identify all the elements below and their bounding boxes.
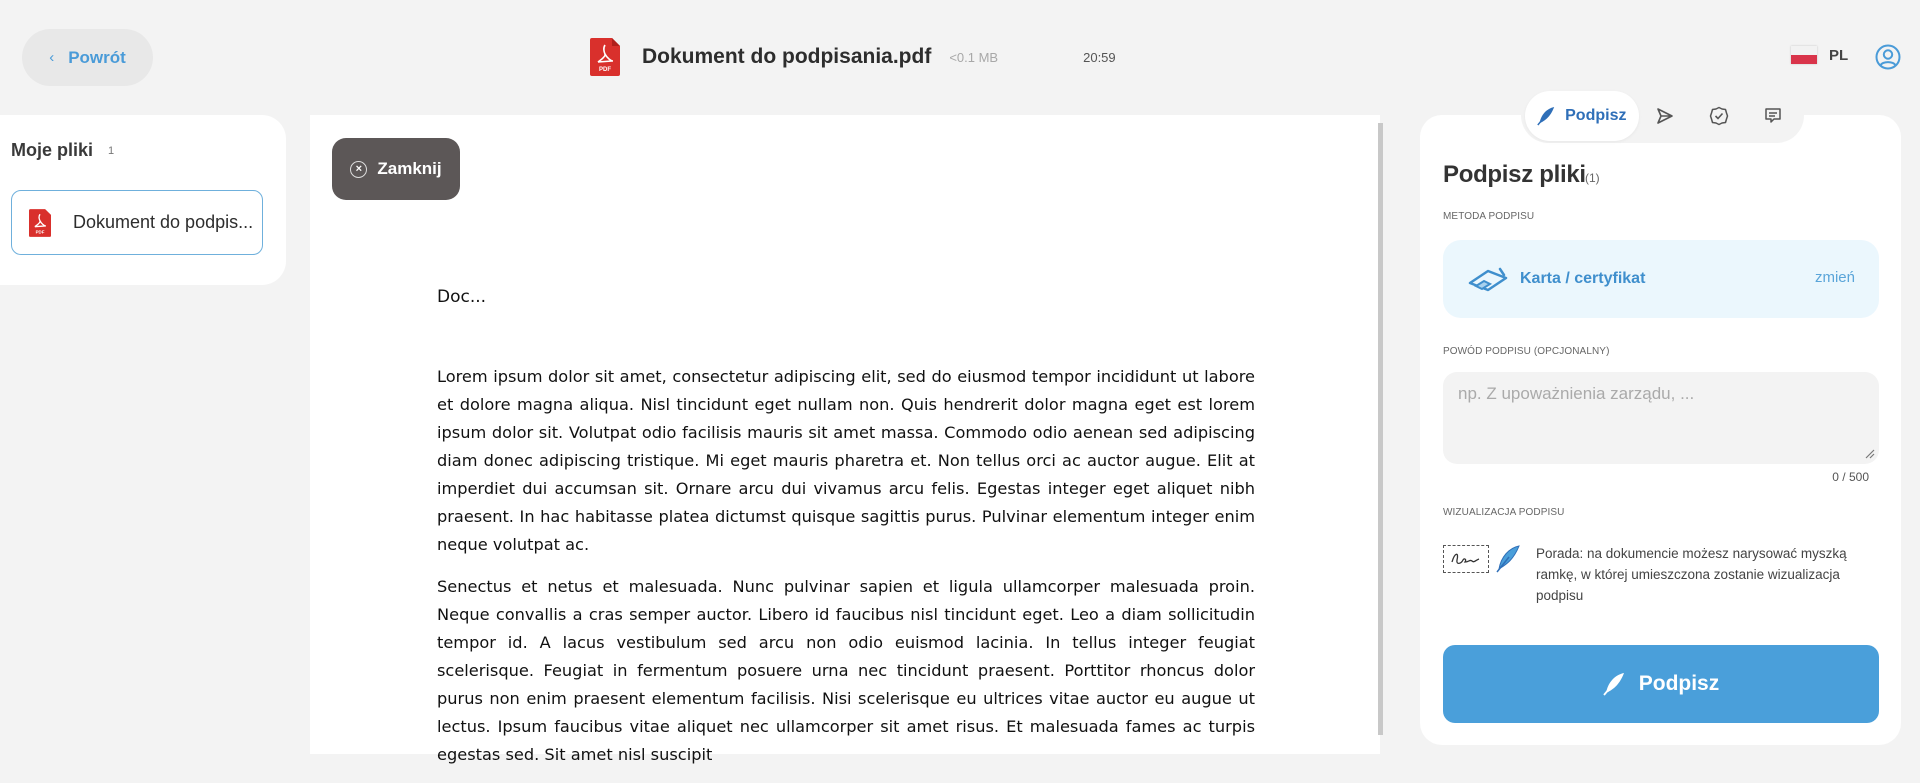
document-size: <0.1 MB [949, 49, 999, 65]
sidebar-title: Moje pliki [11, 140, 94, 160]
svg-text:PDF: PDF [599, 67, 611, 73]
resize-handle-icon[interactable] [1863, 447, 1875, 459]
reason-textarea[interactable] [1443, 372, 1879, 464]
reason-label: POWÓD PODPISU (OPCJONALNY) [1443, 346, 1610, 357]
panel-title: Podpisz pliki [1443, 161, 1586, 188]
close-button[interactable] [332, 138, 460, 200]
change-method-link[interactable]: zmień [1814, 269, 1855, 286]
file-name: Dokument do podpis... [73, 212, 254, 232]
files-sidebar [0, 115, 286, 285]
files-count: 1 [108, 145, 115, 157]
visualization-illustration [1443, 545, 1521, 573]
action-tabs [1521, 88, 1804, 143]
signature-method-box [1443, 240, 1879, 318]
sign-panel [1420, 115, 1901, 745]
send-icon [1656, 107, 1674, 125]
tab-send[interactable] [1639, 91, 1693, 141]
tab-sign-label: Podpisz [1565, 106, 1627, 124]
reason-counter: 0 / 500 [1832, 470, 1869, 484]
chevron-left-icon: ‹ [49, 49, 55, 66]
tab-comments[interactable] [1746, 91, 1800, 141]
pdf-icon [29, 209, 51, 237]
verify-badge-icon [1709, 106, 1729, 126]
sign-button[interactable] [1443, 645, 1879, 723]
smart-card-icon [1466, 264, 1510, 294]
visualization-label: WIZUALIZACJA PODPISU [1443, 507, 1565, 518]
pdf-icon [590, 38, 620, 76]
close-button-label: Zamknij [377, 159, 442, 178]
file-list-item[interactable] [11, 190, 263, 255]
poland-flag-icon [1791, 46, 1817, 64]
back-button[interactable] [22, 29, 153, 86]
method-label: METODA PODPISU [1443, 211, 1535, 222]
document-paragraph: Lorem ipsum dolor sit amet, consectetur adipiscing elit, sed do eiusmod tempor incididunt ut labore et dolore magna aliqua. Nisl tincidunt eget nullam non. Quis hendrerit dolor magna eget est lorem ipsum dolor sit. Volutpat odio facilisis mauris sit amet massa. Commodo odio aenean sed adipiscing diam donec adipiscing tristique. Mi eget mauris pharetra et. Non tellus orci ac auctor augue. Elit at imperdiet dui accumsan sit. Ornare arcu dui vivamus arcu felis. Egestas integer eget aliquet nibh praesent. In hac habitasse platea dictumst quisque sagittis purus. Pulvinar elementum integer enim neque volutpat ac. [437, 367, 1255, 554]
document-viewer [310, 115, 1380, 764]
visualization-hint: Porada: na dokumencie możesz narysować myszką ramkę, w której umieszczona zostanie wizualizacja podpisu [1536, 546, 1847, 603]
method-name: Karta / certyfikat [1520, 270, 1646, 287]
back-button-label: Powrót [68, 47, 126, 67]
document-header [590, 38, 1116, 76]
tab-verify[interactable] [1692, 91, 1746, 141]
document-title: Dokument do podpisania.pdf [642, 45, 932, 68]
tab-sign[interactable] [1525, 91, 1639, 141]
panel-file-count: (1) [1585, 171, 1600, 185]
language-code: PL [1829, 46, 1849, 64]
feather-icon [1537, 106, 1555, 126]
sign-button-label: Podpisz [1638, 672, 1720, 695]
user-circle-icon[interactable] [1875, 44, 1901, 70]
signature-box-icon [1443, 545, 1489, 573]
document-time: 20:59 [1083, 49, 1116, 65]
language-selector[interactable] [1791, 46, 1848, 64]
svg-text:PDF: PDF [35, 228, 45, 234]
document-page [437, 287, 1255, 783]
document-scrollbar[interactable] [1378, 123, 1383, 735]
close-circle-icon: × [350, 161, 367, 178]
document-heading: Doc... [437, 287, 487, 307]
document-paragraph: Senectus et netus et malesuada. Nunc pulvinar sapien et ligula ullamcorper malesuada proin. Neque convallis a cras semper auctor. Libero id faucibus nisl tincidunt eget. Leo a diam sollicitudin tempor id. A lacus vestibulum sed arcu non odio euismod lacinia. In tellus integer feugiat scelerisque. Feugiat in fermentum posuere urna nec tincidunt praesent. Porttitor rhoncus dolor purus non enim praesent elementum facilisis. Nisi scelerisque eu ultrices vitae auctor eu augue ut lectus. Ipsum faucibus vitae aliquet nec ullamcorper sit amet risus. Et malesuada fames ac turpis egestas sed. Sit amet nisl suscipit [437, 577, 1255, 764]
feather-icon [1495, 545, 1521, 573]
feather-icon [1603, 672, 1625, 696]
comment-icon [1764, 107, 1782, 125]
